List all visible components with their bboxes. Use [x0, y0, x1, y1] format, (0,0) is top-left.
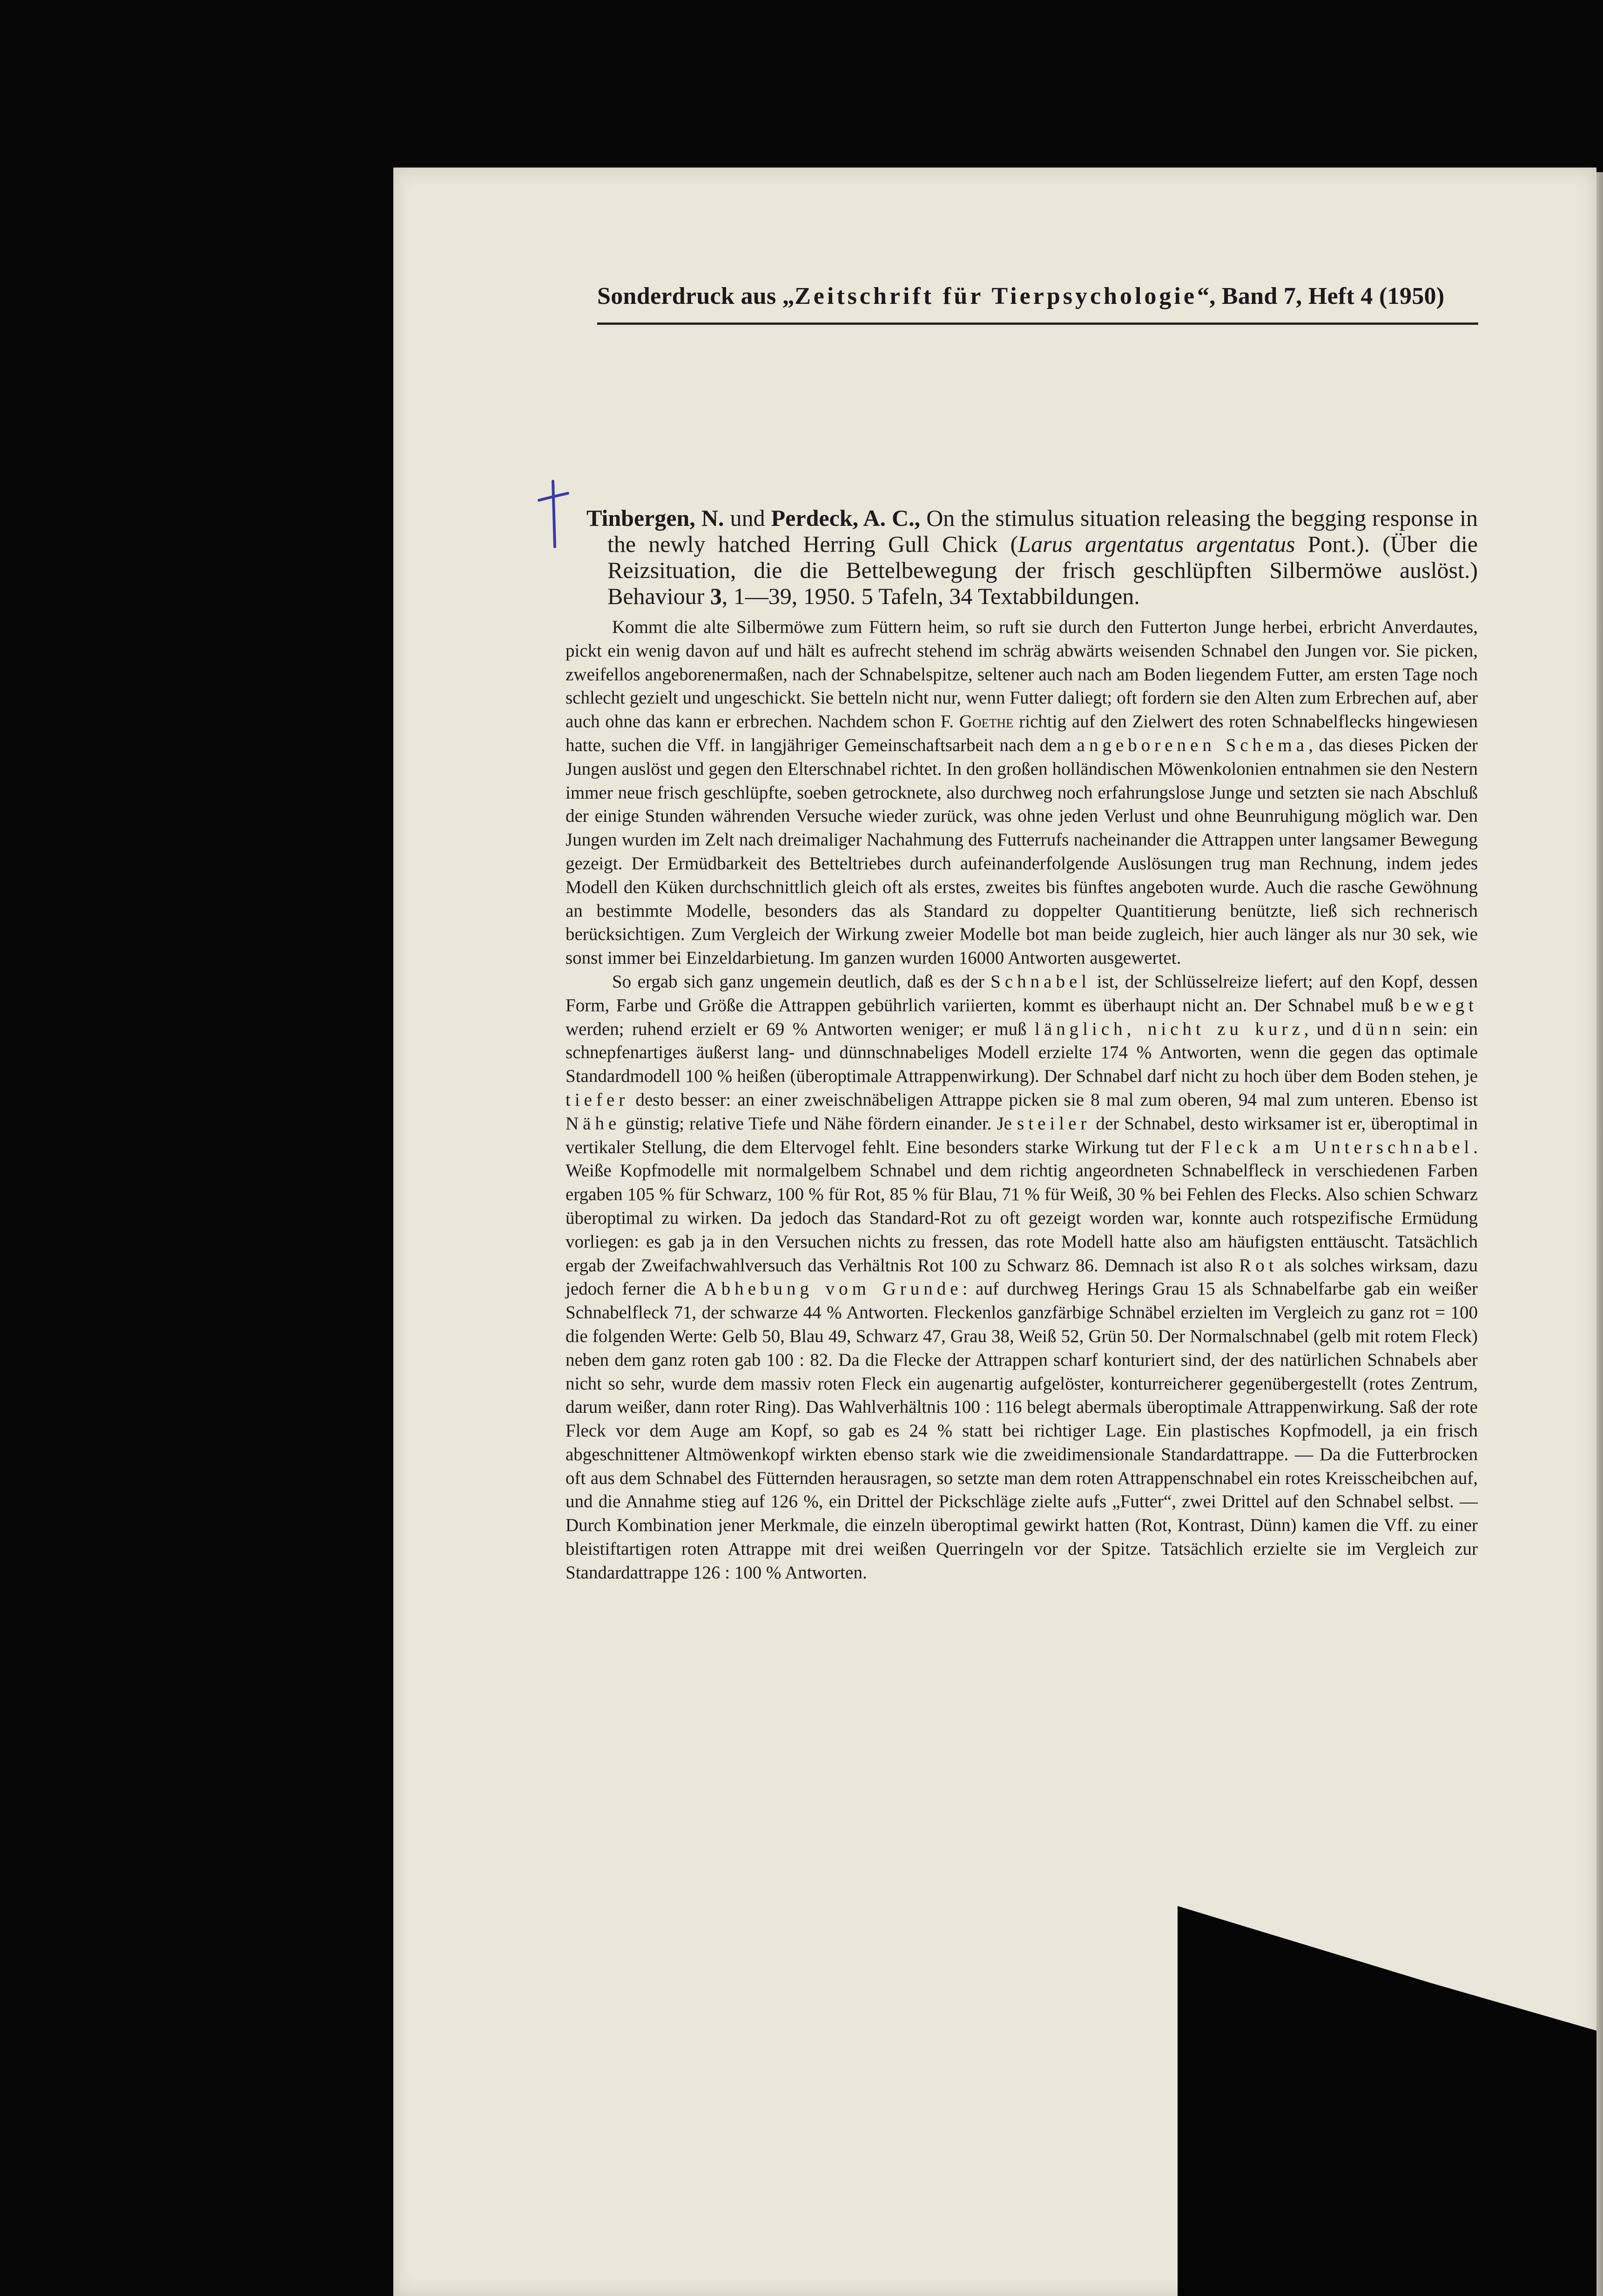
header-prefix: Sonderdruck aus „ [597, 283, 795, 309]
emph-naehe: Nähe [566, 1113, 621, 1134]
handwritten-cross-mark [535, 479, 570, 549]
paragraph-2 [566, 970, 1478, 1585]
paragraph-1 [566, 616, 1478, 970]
p2-i: . Weiße Kopfmodelle mit normalgelbem Schnabel und dem richtig angeordneten Schnabelfleck in verschiedenen Farben ergaben 105 % für Schwarz, 100 % für Rot, 85 % für Blau, 71 % für Weiß, 30 % bei Fehlen des Flecks. Also schien Schwarz überoptimal zu wirken. Da jedoch das Standard-Rot zu oft gezeigt worden war, konnte auch rotspezifische Ermüdung vorliegen: es gab ja in den Versuchen nichts zu fressen, das rote Modell hatte also am häufigsten enttäuscht. Tatsächlich ergab der Zweifachwahlversuch das Verhältnis Rot 100 zu Schwarz 86. Demnach ist also [566, 1137, 1478, 1276]
author-2: Perdeck, A. C., [771, 505, 921, 531]
header-rule [597, 322, 1478, 325]
emph-tiefer: tiefer [566, 1089, 629, 1110]
emph-steiler: steiler [1017, 1113, 1091, 1134]
emph-laenglich: länglich, nicht zu kurz [1035, 1019, 1304, 1039]
p2-h: der Schnabel, desto wirksamer ist er, überoptimal in vertikaler Stellung, die dem Eltervogel fehlt. Eine besonders starke Wirkung tut der [566, 1113, 1478, 1157]
author-connector: und [724, 505, 771, 531]
p1-text-a: Kommt die alte Silbermöwe zum Füttern heim, so ruft sie durch den Futterton Junge herbei, erbricht Anverdautes, pickt ein wenig davon auf und hält es aufrecht stehend im schräg abwärts weisenden Schnabel den Jungen vor. Sie picken, zweifellos angeborenermaßen, nach der Schnabelspitze, seltener auch nach am Boden liegendem Futter, am ersten Tage noch schlecht gezielt und ungeschickt. Sie betteln nicht nur, wenn Futter daliegt; oft fordern sie den Alten zum Erbrechen auf, aber auch ohne das kann er erbrechen. Nachdem schon F. [566, 617, 1478, 732]
p2-j: als solches wirksam, dazu jedoch ferner die [566, 1255, 1478, 1299]
latin-name: Larus argentatus argentatus [1018, 531, 1295, 557]
emph-schnabel: Schnabel [990, 971, 1091, 992]
p2-a: So ergab sich ganz ungemein deutlich, daß es der [612, 971, 991, 992]
p1-text-b: richtig auf den Zielwert des roten Schnabelflecks hingewiesen hatte, suchen die Vff. in langjähriger Gemeinschaftsarbeit nach dem [566, 712, 1478, 755]
emph-rot: Rot [1239, 1255, 1278, 1276]
pages-info: , 1—39, 1950. 5 Tafeln, 34 Textabbildungen. [721, 583, 1140, 609]
schema-emphasis: angeborenen Schema [1077, 735, 1309, 755]
emph-fleck: Fleck am Unterschnabel [1200, 1137, 1474, 1157]
p2-c: werden; ruhend erzielt er 69 % Antworten weniger; er muß [566, 1019, 1035, 1039]
header-suffix: “, Band 7, Heft 4 (1950) [1197, 283, 1445, 309]
p2-k: : auf durchweg Herings Grau 15 als Schnabelfarbe gab ein weißer Schnabelfleck 71, der schwarze 44 % Antworten. Fleckenlos ganzfärbige Schnäbel erzielten im Vergleich zu ganz rot = 100 die folgenden Werte: Gelb 50, Blau 49, Schwarz 47, Grau 38, Weiß 52, Grün 50. Der Normalschnabel (gelb mit rotem Fleck) neben dem ganz roten gab 100 : 82. Da die Flecke der Attrappen scharf konturiert sind, der des natürlichen Schnabels aber nicht so sehr, wurde dem massiv roten Fleck ein augenartig aufgelöster, konturreicherer gegenübergestellt (rotes Zentrum, darum weißer, dann roter Ring). Das Wahlverhältnis 100 : 116 belegt abermals überoptimale Attrappenwirkung. Saß der rote Fleck vor dem Auge am Kopf, so gab es 24 % statt bei richtiger Lage. Ein plastisches Kopfmodell, ja ein frisch abgeschnittener Altmöwenkopf wirkten ebenso stark wie die zweidimensionale Standardattrappe. — Da die Futterbrocken oft aus dem Schnabel des Fütternden herausragen, so setzte man dem roten Attrappenschnabel ein rotes Kreisscheibchen auf, und die Annahme stieg auf 126 %, ein Drittel der Pickschläge zielte aufs „Futter“, zwei Drittel auf den Schnabel selbst. — Durch Kombination jener Merkmale, die einzeln überoptimal gewirkt hatten (Rot, Kontrast, Dünn) kamen die Vff. zu einer bleistiftartigen roten Attrappe mit drei weißen Querringeln vor der Spitze. Tatsächlich erzielte sie im Vergleich zur Standardattrappe 126 : 100 % Antworten. [566, 1279, 1478, 1583]
citation [566, 505, 1478, 609]
goethe-name: Goethe [959, 712, 1014, 732]
volume: 3 [710, 583, 722, 609]
p2-d: , und [1304, 1019, 1352, 1039]
article-title: On the stimulus situation releasing the begging response in the newly hatched Herring Gull Chick ( [607, 505, 1478, 557]
journal-title: Zeitschrift für Tierpsychologie [795, 283, 1197, 309]
author-1: Tinbergen, N. [586, 505, 724, 531]
p2-b: ist, der Schlüsselreize liefert; auf den Kopf, dessen Form, Farbe und Größe die Attrappen gebührlich variierten, kommt es überhaupt nicht an. Der Schnabel muß [566, 971, 1478, 1015]
emph-duenn: dünn [1352, 1019, 1405, 1039]
p2-g: günstig; relative Tiefe und Nähe fördern einander. Je [620, 1113, 1017, 1134]
p2-e: sein: ein schnepfenartiges äußerst lang- und dünnschnabeliges Modell erzielte 174 % Antworten, wenn die gegen das optimale Standardmodell 100 % heißen (überoptimale Attrappenwirkung). Der Schnabel darf nicht zu hoch über dem Boden stehen, je [566, 1019, 1478, 1087]
review-article [566, 505, 1478, 1585]
p1-text-c: , das dieses Picken der Jungen auslöst und gegen den Elterschnabel richtet. In den großen holländischen Möwenkolonien entnahmen sie den Nestern immer neue frisch geschlüpfte, soeben getrocknete, also durchweg noch erfahrungslose Junge und setzten sie nach Abschluß der einige Stunden währenden Versuche wieder zurück, was ohne jeden Verlust und ohne Beunruhigung möglich war. Den Jungen wurden im Zelt nach dreimaliger Nachahmung des Futterrufs nacheinander die Attrappen unter langsamer Bewegung gezeigt. Der Ermüdbarkeit des Betteltriebes durch aufeinanderfolgende Auslösungen trug man Rechnung, indem jedes Modell den Küken durchschnittlich gleich oft als erstes, zweites bis fünftes angeboten wurde. Auch die rasche Gewöhnung an bestimmte Modelle, besonders das als Standard zu doppelter Quantitierung benützte, ließ sich rechnerisch berücksichtigen. Zum Vergleich der Wirkung zweier Modelle bot man beide zugleich, hier auch länger als nur 30 sek, wie sonst immer bei Einzeldarbietung. Im ganzen wurden 16000 Antworten ausgewertet. [566, 735, 1478, 968]
article-title-cont: Pont.). (Über die Reizsituation, die die Bettelbewegung der frisch geschlüpften Silbermöwe auslöst.) Behaviour [607, 531, 1478, 609]
p2-f: desto besser: an einer zweischnäbeligen Attrappe picken sie 8 mal zum oberen, 94 mal zum unteren. Ebenso ist [629, 1089, 1478, 1110]
offprint-header [597, 282, 1478, 310]
emph-bewegt: bewegt [1400, 995, 1478, 1015]
emph-abhebung: Abhebung vom Grunde [704, 1279, 963, 1299]
